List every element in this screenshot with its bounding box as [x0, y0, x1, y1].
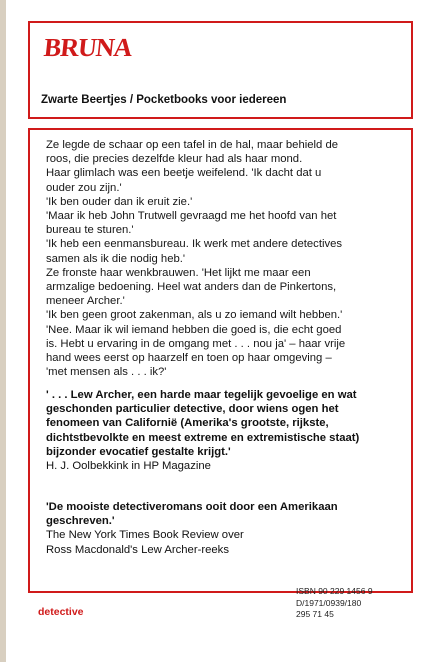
quote-attribution: H. J. Oolbekkink in HP Magazine [46, 460, 211, 473]
excerpt-line: ouder zou zijn.' [46, 181, 122, 194]
excerpt-line: 'Ik heb een eenmansbureau. Ik werk met andere detectives [46, 238, 343, 251]
story-excerpt [46, 138, 404, 379]
excerpt-line: is. Hebt u ervaring in de omgang met . . . nou ja' – haar vrije [46, 337, 346, 350]
quote-line: dichtstbevolkte en meest extreme en extremistische staat) [46, 431, 360, 444]
excerpt-line: 'met mensen als . . . ik?' [46, 366, 167, 379]
excerpt-line: roos, die precies dezelfde kleur had als haar mond. [46, 153, 303, 166]
series-tagline: Zwarte Beertjes / Pocketbooks voor iedereen [41, 94, 287, 106]
header-frame [28, 21, 413, 119]
quote-line: ' . . . Lew Archer, een harde maar tegelijk gevoelige en wat [46, 389, 357, 401]
excerpt-line: Ze legde de schaar op een tafel in de hal, maar behield de [46, 139, 339, 151]
excerpt-line: samen als ik die nodig heb.' [46, 252, 186, 265]
blurb-frame [28, 128, 413, 593]
quote-line: 'De mooiste detectiveromans ooit door een Amerikaan [46, 501, 338, 513]
excerpt-line: armzalige bedoening. Heel wat anders dan de Pinkertons, [46, 281, 337, 294]
excerpt-line: hand wees eerst op haarzelf en toen op haar omgeving – [46, 352, 332, 365]
review-quote-nyt [46, 500, 406, 557]
quote-line: geschonden particulier detective, door wiens ogen het [46, 403, 339, 416]
excerpt-line: 'Ik ben geen groot zakenman, als u zo iemand wilt hebben.' [46, 309, 343, 322]
deposit-number: D/1971/0939/180 [296, 597, 362, 608]
quote-line: geschreven.' [46, 515, 115, 528]
isbn-block [296, 586, 373, 621]
isbn-number: ISBN 90 229 1456 9 [296, 586, 373, 596]
quote-attribution: Ross Macdonald's Lew Archer-reeks [46, 543, 229, 556]
excerpt-line: Haar glimlach was een beetje weifelend. 'Ik dacht dat u [46, 167, 322, 180]
genre-label: detective [38, 606, 84, 618]
excerpt-line: 'Ik ben ouder dan ik eruit zie.' [46, 195, 193, 208]
excerpt-line: meneer Archer.' [46, 295, 125, 308]
quote-line: bijzonder evocatief gestalte krijgt.' [46, 445, 231, 458]
excerpt-line: Ze fronste haar wenkbrauwen. 'Het lijkt me maar een [46, 266, 311, 279]
review-quote-hp [46, 388, 406, 473]
publisher-logo: BRUNA [42, 33, 134, 62]
excerpt-line: 'Nee. Maar ik wil iemand hebben die goed is, die echt goed [46, 323, 342, 336]
product-code: 295 71 45 [296, 609, 334, 619]
excerpt-line: bureau te sturen.' [46, 224, 134, 237]
quote-line: fenomeen van Californië (Amerika's grootste, rijkste, [46, 417, 329, 430]
quote-attribution: The New York Times Book Review over [46, 529, 244, 542]
excerpt-line: 'Maar ik heb John Trutwell gevraagd me het hoofd van het [46, 210, 337, 223]
